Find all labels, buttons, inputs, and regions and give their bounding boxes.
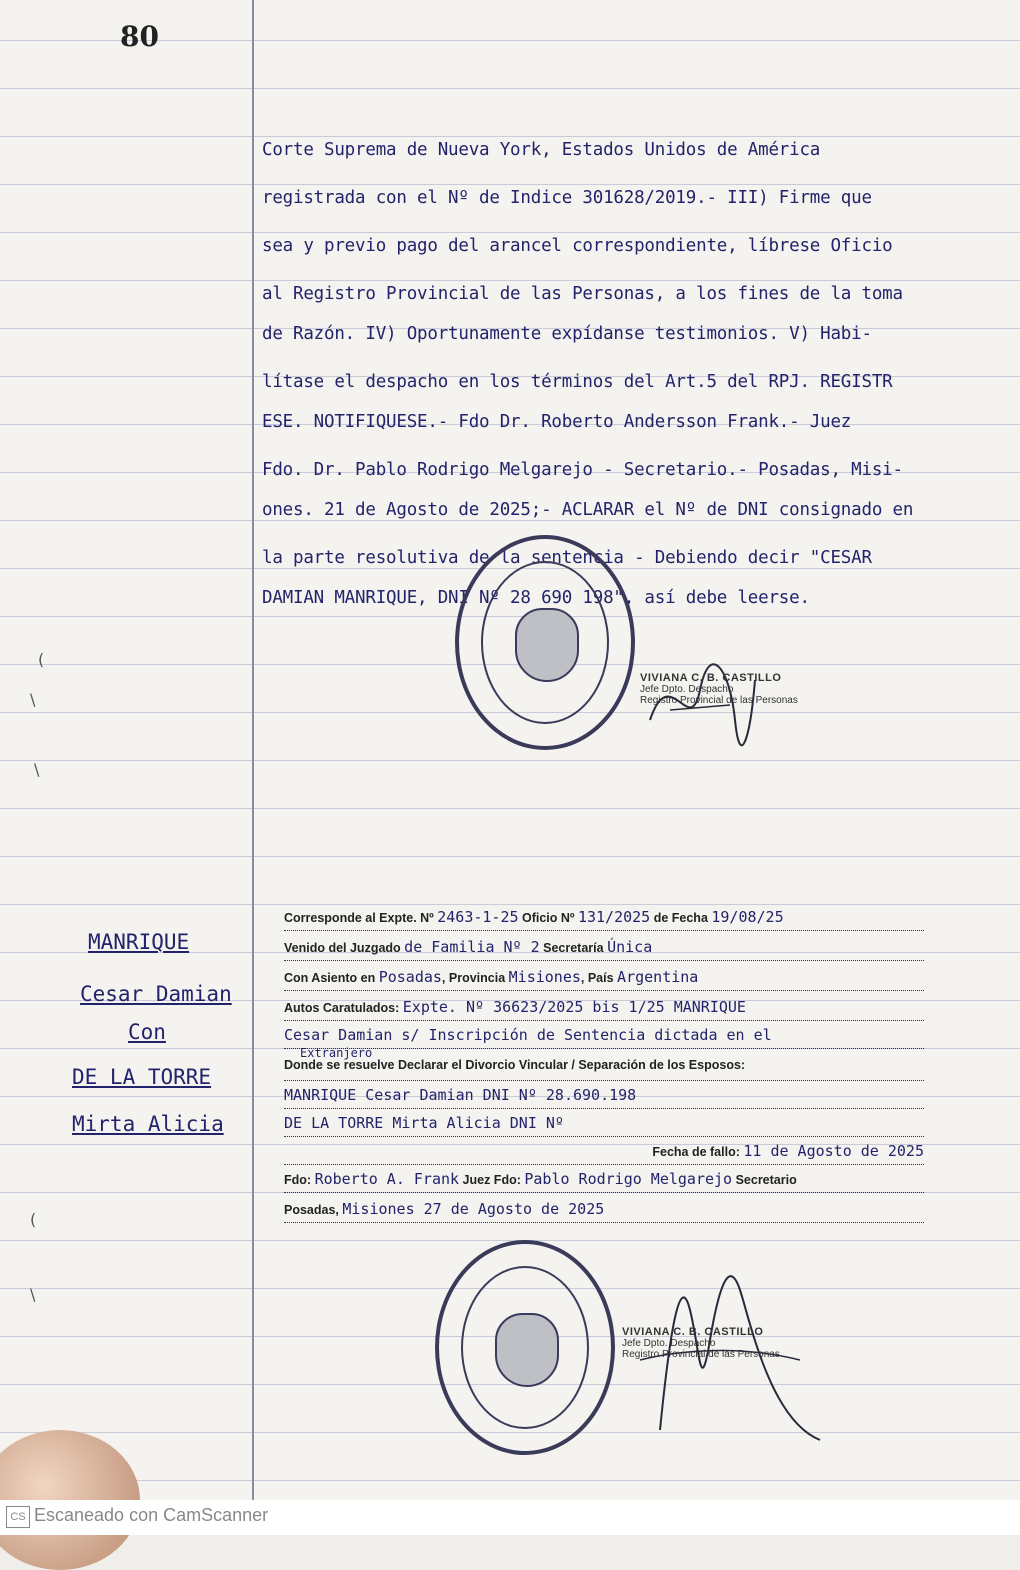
margin-line bbox=[252, 0, 254, 1500]
form-row-autos-cont: Cesar Damian s/ Inscripción de Sentencia dictada en el bbox=[284, 1026, 924, 1049]
margin-note-line: Con bbox=[128, 1020, 166, 1044]
coat-of-arms-emblem bbox=[515, 608, 579, 682]
form-row-juzgado: Venido del Juzgado de Familia Nº 2 Secretaría Única bbox=[284, 938, 924, 961]
form-extranjero: Extranjero bbox=[300, 1046, 373, 1060]
handwritten-line: Corte Suprema de Nueva York, Estados Unidos de América bbox=[262, 140, 821, 160]
form-row-esposo: MANRIQUE Cesar Damian DNI Nº 28.690.198 bbox=[284, 1086, 924, 1109]
handwritten-line: registrada con el Nº de Indice 301628/2019.- III) Firme que bbox=[262, 188, 872, 208]
form-row-esposa: DE LA TORRE Mirta Alicia DNI Nº bbox=[284, 1114, 924, 1137]
notebook-page: 80 ( \ \ ( \ Corte Suprema de Nueva York, Estados Unidos de América registrada con el Nº de Indice 301628/2019.- III) Firme que sea y previo pago del arancel correspondiente, líbrese Oficio al Registro Provincial de las Personas, a los fines de la toma de Razón. IV) Oportunamente expídanse testimonios. V) Habi- lítase el despacho en los términos del Art.5 del RPJ. REGISTR ESE. NOTIFIQUESE.- Fdo Dr. Roberto Andersson Frank.- Juez Fdo. Dr. Pablo Rodrigo Melgarejo - Secretario.- Posadas, Misi- ones. 21 de Agosto de 2025;- ACLARAR el Nº de DNI consignado en la parte resolutiva de la sentencia - Debiendo decir "CESAR DAMIAN MANRIQUE, DNI Nº 28 690 198", así debe leerse. VIVIANA C. B. CASTILLO Jefe Dpto. Despacho Registro Provincial de las Personas MANRIQUE Cesar Damian Con DE LA TORRE Mirta Alicia Corresponde al Expte. Nº 2463-1-25 Oficio Nº 131/2025 de Fecha 19/08/25 Venido del Juzgado de Familia Nº 2 Secretaría Única Con Asiento en Posadas, Provincia Misiones, País Argentina Autos Caratulados: Expte. Nº 36623/2025 bis 1/25 MANRIQUE Cesar Damian s/ Inscripción de Sentencia dictada en el Extranjero Donde se resuelve Declarar el Divorcio Vincular / Separación de los Esposos: MANRIQUE Cesar Damian DNI Nº 28.690.198 DE LA TORRE Mirta Alicia DNI Nº Fecha de fallo: 11 de Agosto de 2025 Fdo: Roberto A. Frank Juez Fdo: Pablo Rodrigo Melgarejo Secretario Posadas, Misiones 27 de Agosto de 2025 VIVIANA C. B. CASTILLO Jefe Dpto. Despacho Registro Provincial de las Personas bbox=[0, 0, 1020, 1500]
handwritten-line: de Razón. IV) Oportunamente expídanse testimonios. V) Habi- bbox=[262, 324, 872, 344]
camscanner-logo-icon: CS bbox=[6, 1506, 30, 1528]
coat-of-arms-emblem bbox=[495, 1313, 559, 1387]
page-number: 80 bbox=[120, 20, 159, 53]
handwritten-line: al Registro Provincial de las Personas, a los fines de la toma bbox=[262, 284, 903, 304]
registry-seal bbox=[435, 1240, 615, 1455]
margin-note-line: DE LA TORRE bbox=[72, 1065, 212, 1089]
handwritten-line: sea y previo pago del arancel correspondiente, líbrese Oficio bbox=[262, 236, 893, 256]
registry-seal bbox=[455, 535, 635, 750]
handwritten-line: DAMIAN MANRIQUE, DNI Nº 28 690 198", así debe leerse. bbox=[262, 588, 810, 608]
margin-note-line: MANRIQUE bbox=[88, 930, 190, 954]
form-row-lugar-fecha: Posadas, Misiones 27 de Agosto de 2025 bbox=[284, 1200, 924, 1223]
handwritten-line: la parte resolutiva de la sentencia - Debiendo decir "CESAR bbox=[262, 548, 872, 568]
scanner-footer-text: Escaneado con CamScanner bbox=[34, 1505, 269, 1525]
form-row-fallo: Fecha de fallo: 11 de Agosto de 2025 bbox=[284, 1142, 924, 1165]
signer-name: VIVIANA C. B. CASTILLO bbox=[640, 672, 782, 684]
handwritten-line: ESE. NOTIFIQUESE.- Fdo Dr. Roberto Andersson Frank.- Juez bbox=[262, 412, 852, 432]
handwritten-line: Fdo. Dr. Pablo Rodrigo Melgarejo - Secretario.- Posadas, Misi- bbox=[262, 460, 903, 480]
handwritten-signature bbox=[640, 650, 760, 750]
signer-title: Jefe Dpto. Despacho bbox=[640, 684, 734, 695]
form-row-expediente: Corresponde al Expte. Nº 2463-1-25 Oficio Nº 131/2025 de Fecha 19/08/25 bbox=[284, 908, 924, 931]
handwritten-signature bbox=[620, 1250, 830, 1450]
form-row-asiento: Con Asiento en Posadas, Provincia Misiones, País Argentina bbox=[284, 968, 924, 991]
margin-note-line: Mirta Alicia bbox=[72, 1112, 224, 1136]
handwritten-line: ones. 21 de Agosto de 2025;- ACLARAR el Nº de DNI consignado en bbox=[262, 500, 914, 520]
margin-note-line: Cesar Damian bbox=[80, 982, 232, 1006]
signature-block: VIVIANA C. B. CASTILLO Jefe Dpto. Despacho Registro Provincial de las Personas bbox=[622, 1326, 780, 1360]
signer-org: Registro Provincial de las Personas bbox=[640, 695, 798, 706]
handwritten-line: lítase el despacho en los términos del Art.5 del RPJ. REGISTR bbox=[262, 372, 893, 392]
scanner-footer bbox=[0, 1500, 1020, 1535]
form-row-resuelve: Donde se resuelve Declarar el Divorcio Vincular / Separación de los Esposos: bbox=[284, 1058, 924, 1081]
form-row-firmas: Fdo: Roberto A. Frank Juez Fdo: Pablo Rodrigo Melgarejo Secretario bbox=[284, 1170, 924, 1193]
form-row-autos: Autos Caratulados: Expte. Nº 36623/2025 bis 1/25 MANRIQUE bbox=[284, 998, 924, 1021]
